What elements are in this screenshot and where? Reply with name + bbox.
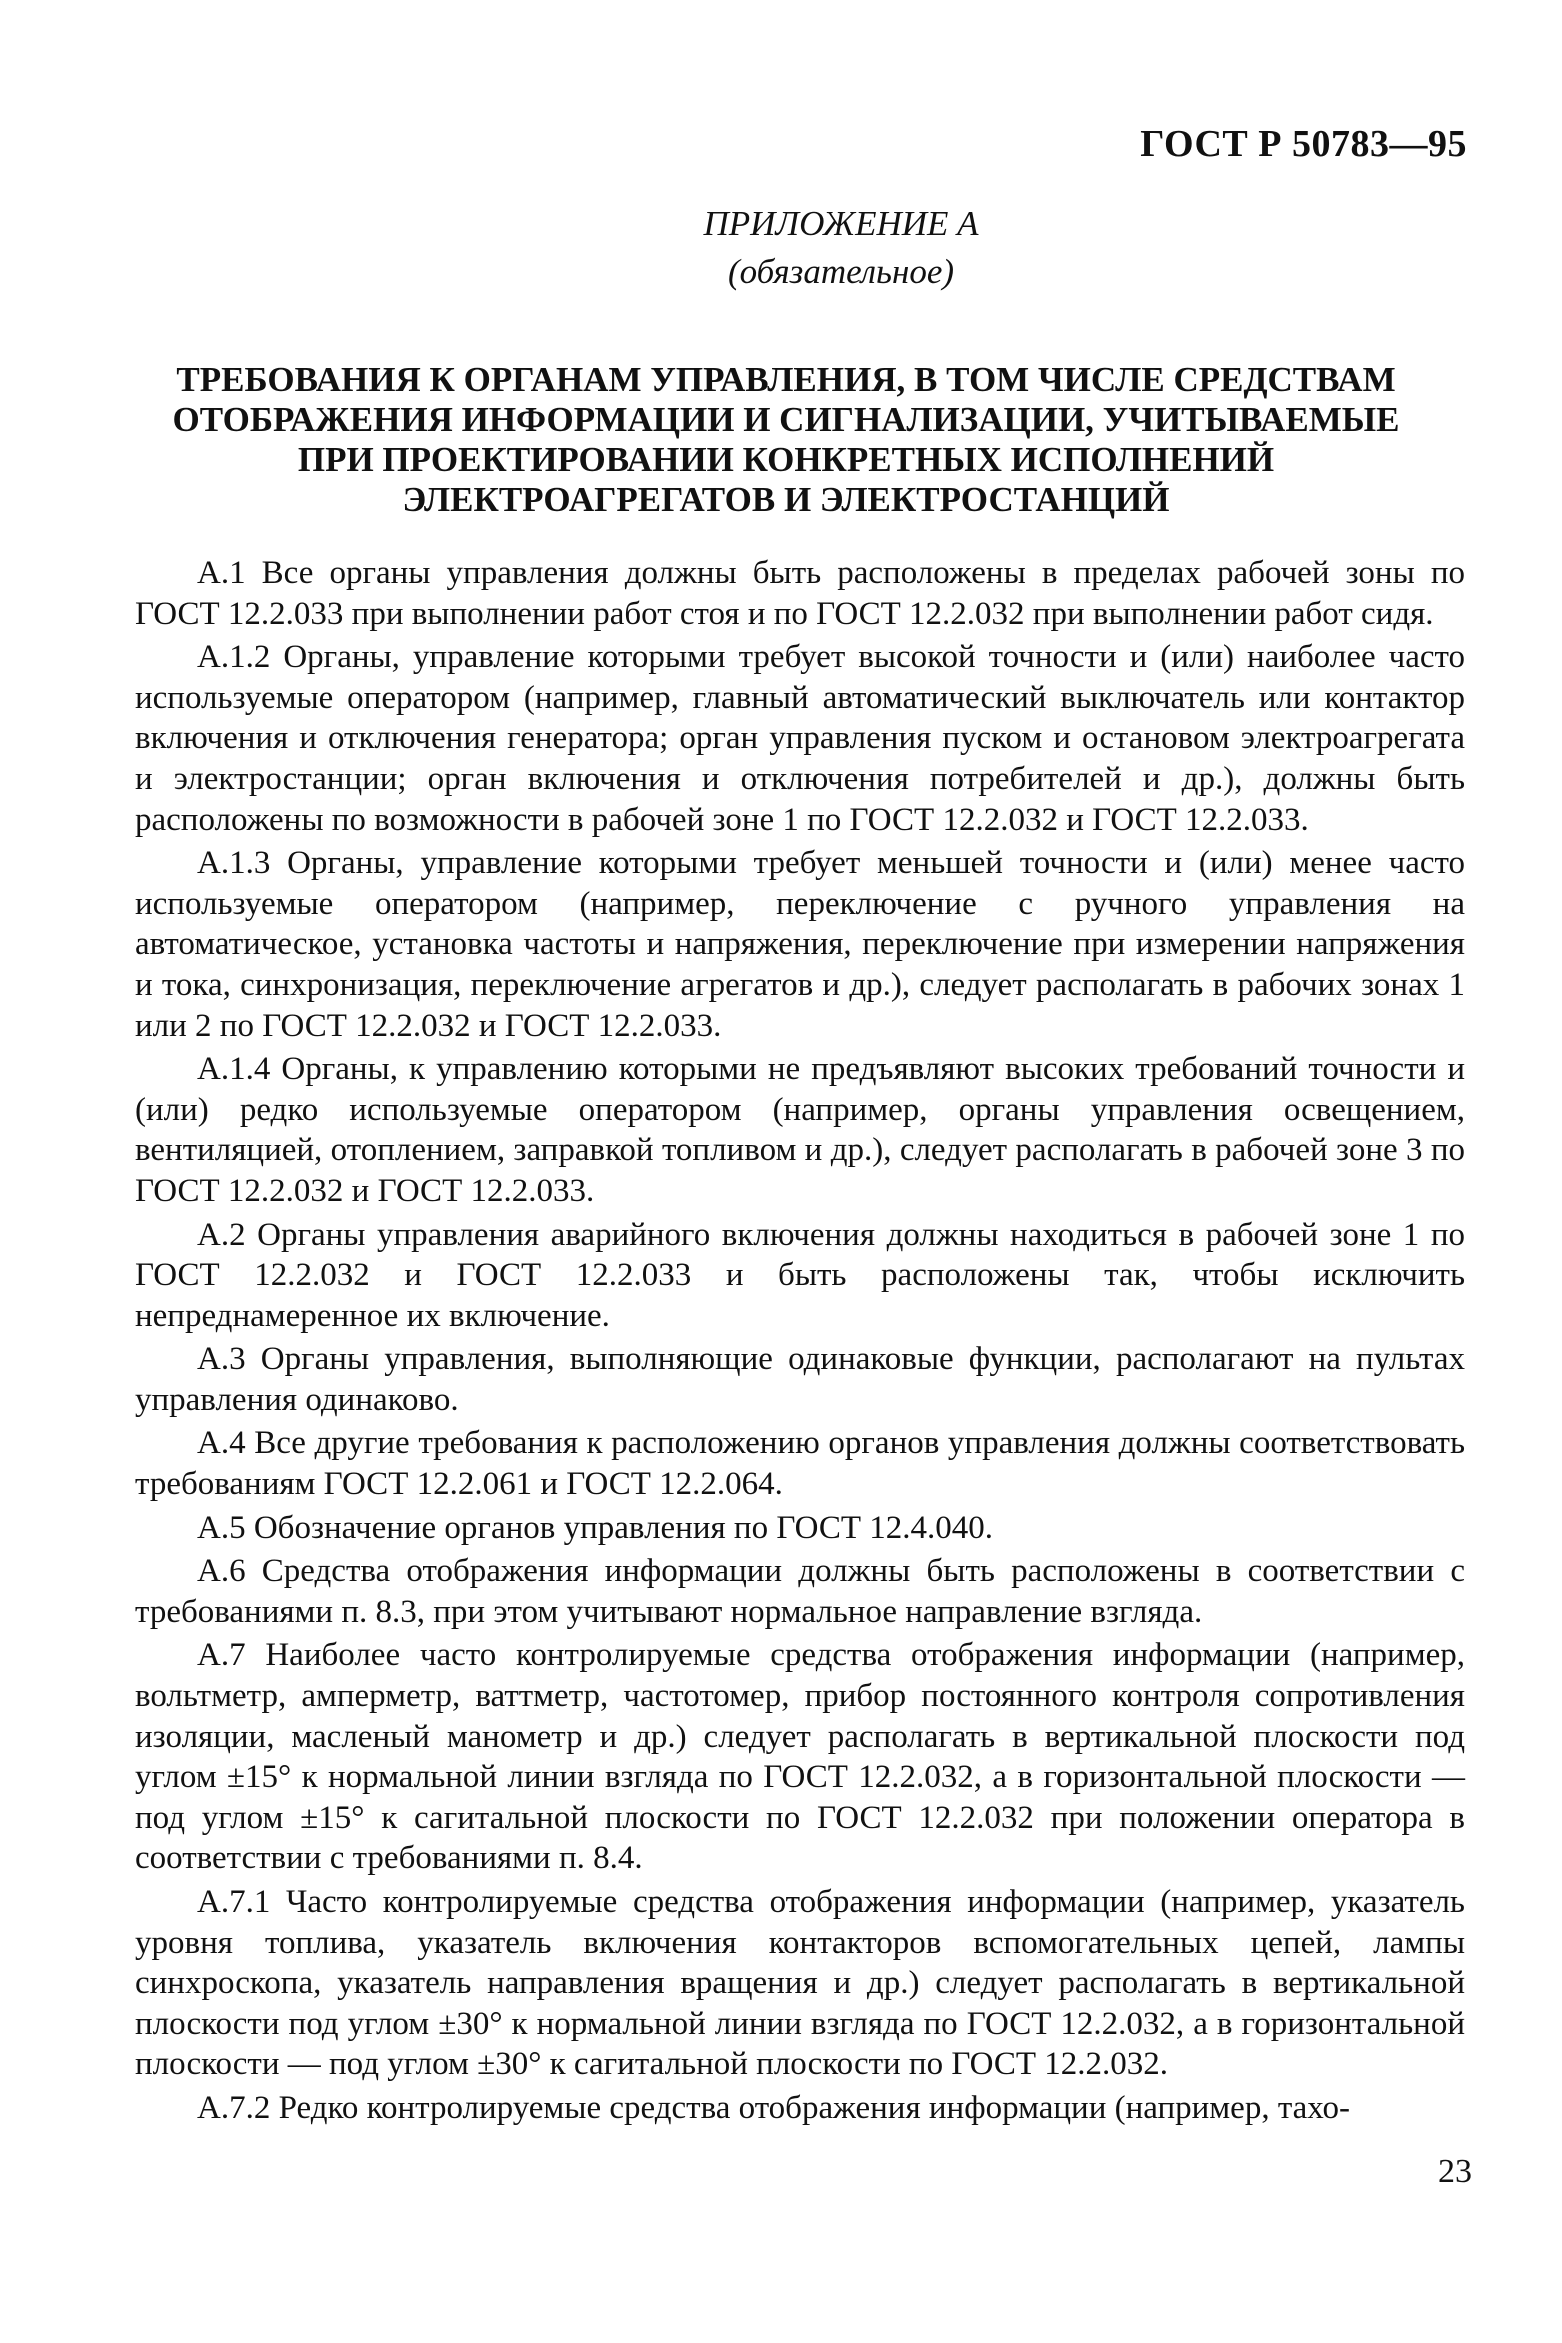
heading-line: ТРЕБОВАНИЯ К ОРГАНАМ УПРАВЛЕНИЯ, В ТОМ ЧИСЛЕ СРЕДСТВАМ (176, 360, 1396, 399)
paragraph-a1-3: А.1.3 Органы, управление которыми требует меньшей точности и (или) менее часто используемые оператором (например, переключение с ручного управления на автоматическое, установка частоты и напряжения, переключение при измерении напряжения и тока, синхронизация, переключение агрегатов и др.), следует располагать в рабочих зонах 1 или 2 по ГОСТ 12.2.032 и ГОСТ 12.2.033. (135, 845, 1465, 1044)
appendix-title: ПРИЛОЖЕНИЕ А (703, 204, 979, 243)
paragraph-a7-1: А.7.1 Часто контролируемые средства отображения информации (например, указатель уровня топлива, указатель включения контакторов вспомогательных цепей, лампы синхроскопа, указатель направления вращения и др.) следует располагать в вертикальной плоскости под углом ±30° к нормальной линии взгляда по ГОСТ 12.2.032, а в горизонтальной плоскости — под углом ±30° к сагитальной плоскости по ГОСТ 12.2.032. (135, 1884, 1465, 2083)
document-code: ГОСТ Р 50783—95 (1140, 123, 1467, 165)
paragraph-a7-2: А.7.2 Редко контролируемые средства отображения информации (например, тахо- (197, 2089, 1351, 2126)
paragraph-a3: А.3 Органы управления, выполняющие одинаковые функции, располагают на пультах управления одинаково. (135, 1341, 1465, 1418)
page-number: 23 (1438, 2153, 1472, 2190)
paragraph-a1: А.1 Все органы управления должны быть расположены в пределах рабочей зоны по ГОСТ 12.2.033 при выполнении работ стоя и по ГОСТ 12.2.032 при выполнении работ сидя. (135, 555, 1465, 632)
paragraph-a7: А.7 Наиболее часто контролируемые средства отображения информации (например, вольтметр, амперметр, ваттметр, частотомер, прибор постоянного контроля сопротивления изоляции, масленый манометр и др.) следует располагать в вертикальной плоскости под углом ±15° к нормальной линии взгляда по ГОСТ 12.2.032, а в горизонтальной плоскости — под углом ±15° к сагитальной плоскости по ГОСТ 12.2.032 при положении оператора в соответствии с требованиями п. 8.4. (135, 1637, 1465, 1877)
paragraph-a1-4: А.1.4 Органы, к управлению которыми не предъявляют высоких требований точности и (или) редко используемые оператором (например, органы управления освещением, вентиляцией, отоплением, заправкой топливом и др.), следует располагать в рабочей зоне 3 по ГОСТ 12.2.032 и ГОСТ 12.2.033. (135, 1051, 1465, 1209)
section-heading (120, 360, 1452, 520)
paragraph-a5: А.5 Обозначение органов управления по ГОСТ 12.4.040. (197, 1509, 993, 1546)
paragraph-a1-2: А.1.2 Органы, управление которыми требует высокой точности и (или) наиболее часто используемые оператором (например, главный автоматический выключатель или контактор включения и отключения генератора; орган управления пуском и остановом электроагрегата и электростанции; орган включения и отключения потребителей и др.), должны быть расположены по возможности в рабочей зоне 1 по ГОСТ 12.2.032 и ГОСТ 12.2.033. (135, 639, 1465, 838)
paragraph-a4: А.4 Все другие требования к расположению органов управления должны соответствовать требованиям ГОСТ 12.2.061 и ГОСТ 12.2.064. (135, 1425, 1465, 1503)
appendix-label (0, 200, 1562, 296)
appendix-status: (обязательное) (727, 252, 955, 291)
body-text (135, 553, 1465, 2132)
heading-line: ЭЛЕКТРОАГРЕГАТОВ И ЭЛЕКТРОСТАНЦИЙ (402, 480, 1170, 519)
heading-line: ОТОБРАЖЕНИЯ ИНФОРМАЦИИ И СИГНАЛИЗАЦИИ, УЧИТЫВАЕМЫЕ (172, 400, 1400, 439)
paragraph-a6: А.6 Средства отображения информации должны быть расположены в соответствии с требованиями п. 8.3, при этом учитывают нормальное направление взгляда. (135, 1553, 1465, 1630)
paragraph-a2: А.2 Органы управления аварийного включения должны находиться в рабочей зоне 1 по ГОСТ 12.2.032 и ГОСТ 12.2.033 и быть расположены так, чтобы исключить непреднамеренное их включение. (135, 1216, 1465, 1334)
heading-line: ПРИ ПРОЕКТИРОВАНИИ КОНКРЕТНЫХ ИСПОЛНЕНИЙ (297, 440, 1275, 479)
